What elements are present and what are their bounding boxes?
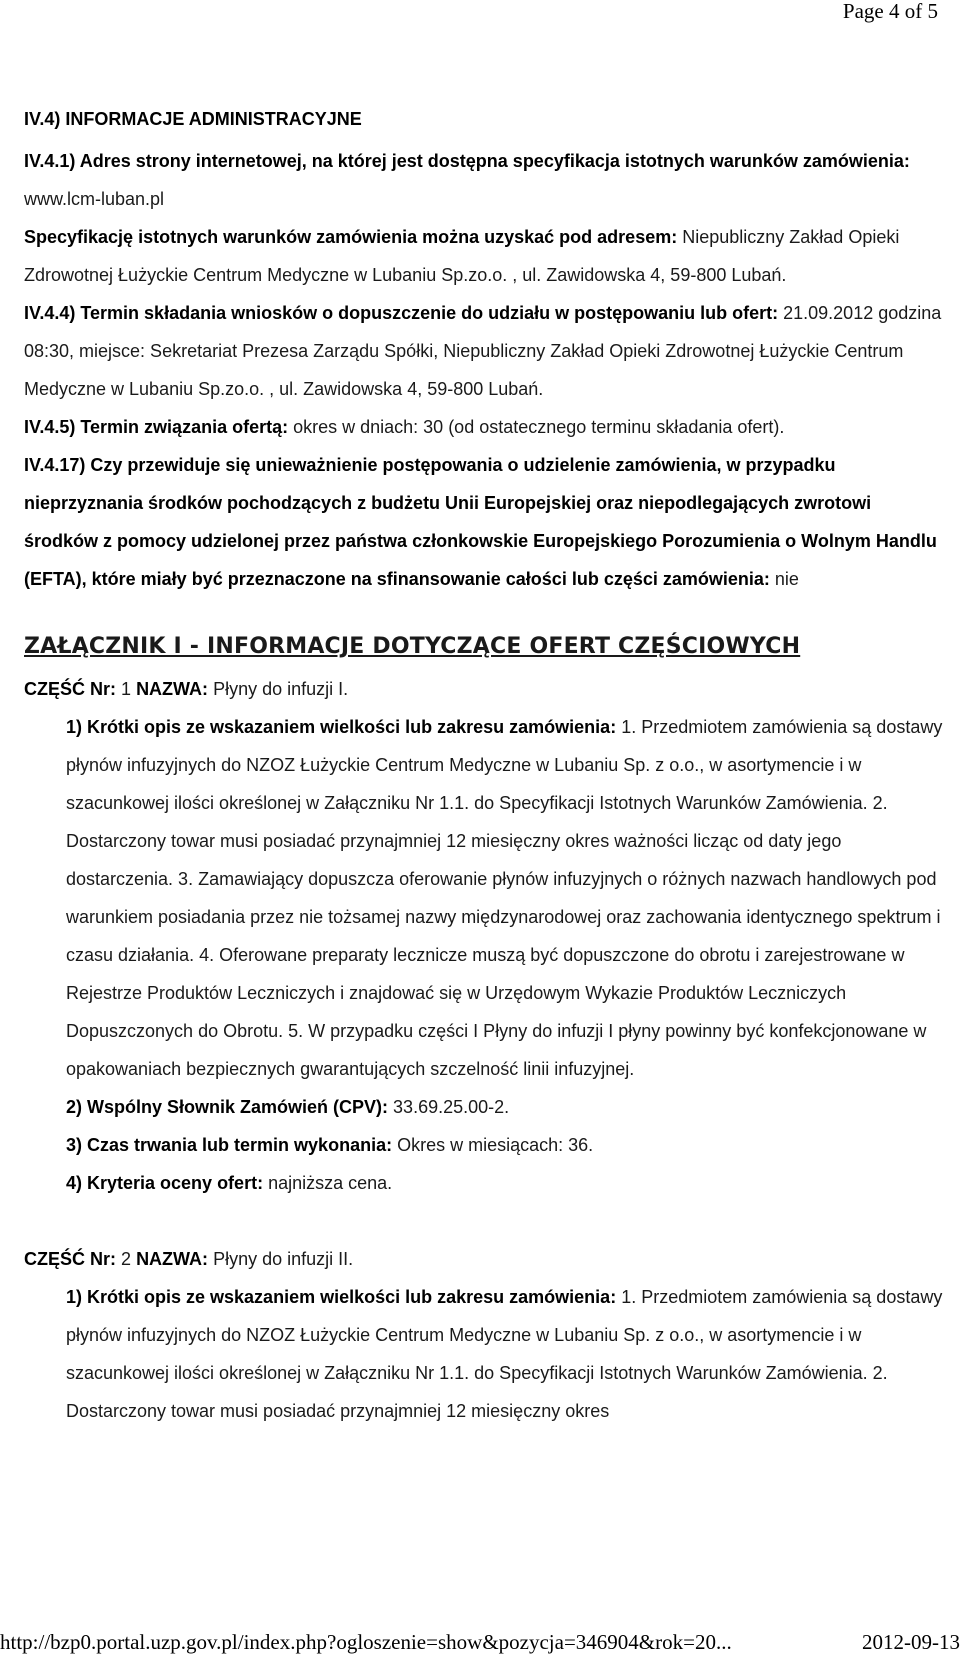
section-eu-funds: [24, 446, 944, 598]
part-1-cpv: [66, 1088, 944, 1126]
part-nr-label: CZĘŚĆ Nr:: [24, 1249, 117, 1269]
section-eu-value: nie: [774, 569, 799, 589]
page-number: Page 4 of 5: [842, 0, 938, 23]
footer-date: 2012-09-13: [862, 1630, 960, 1654]
cpv-value: 33.69.25.00-2.: [393, 1097, 510, 1117]
cpv-label: 2) Wspólny Słownik Zamówień (CPV):: [66, 1097, 389, 1117]
part-name-label: NAZWA:: [136, 679, 209, 699]
part-name: Płyny do infuzji II.: [213, 1249, 354, 1269]
notice-body: [24, 100, 944, 1430]
part-2-details: [66, 1278, 944, 1430]
section-admin-heading: IV.4) INFORMACJE ADMINISTRACYJNE: [24, 109, 362, 129]
description-label: 1) Krótki opis ze wskazaniem wielkości lub zakresu zamówienia:: [66, 717, 617, 737]
spec-value: Niepubliczny Zakład Opieki Zdrowotnej Łużyckie Centrum Medyczne w Lubaniu Sp.zo.o. , ul. Zawidowska 4, 59-800 Lubań.: [24, 227, 900, 285]
description-text: 1. Przedmiotem zamówienia są dostawy płynów infuzyjnych do NZOZ Łużyckie Centrum Medyczne w Lubaniu Sp. z o.o., w asortymencie i w szacunkowej ilości określonej w Załączniku Nr 1.1. do Specyfikacji Istotnych Warunków Zamówienia. 2. Dostarczony towar musi posiadać przynajmniej 12 miesięczny okres: [66, 1287, 943, 1421]
footer-url: http://bzp0.portal.uzp.gov.pl/index.php?ogloszenie=show&pozycja=346904&rok=20...: [0, 1630, 732, 1654]
part-name-label: NAZWA:: [136, 1249, 209, 1269]
section-binding-label: IV.4.5) Termin związania ofertą:: [24, 417, 289, 437]
section-deadline: [24, 294, 944, 408]
part-nr: 1: [121, 679, 132, 699]
part-1-header: [24, 670, 944, 708]
part-nr: 2: [121, 1249, 132, 1269]
section-deadline-value: 21.09.2012 godzina 08:30, miejsce: Sekretariat Prezesa Zarządu Spółki, Niepubliczny Zakład Opieki Zdrowotnej Łużyckie Centrum Medyczne w Lubaniu Sp.zo.o. , ul. Zawidowska 4, 59-800 Lubań.: [24, 303, 942, 399]
part-name: Płyny do infuzji I.: [213, 679, 349, 699]
section-binding-value: okres w dniach: 30 (od ostatecznego terminu składania ofert).: [293, 417, 785, 437]
duration-value: Okres w miesiącach: 36.: [397, 1135, 594, 1155]
annex-title: ZAŁĄCZNIK I - INFORMACJE DOTYCZĄCE OFERT CZĘŚCIOWYCH: [24, 634, 801, 659]
criteria-value: najniższa cena.: [268, 1173, 393, 1193]
section-deadline-label: IV.4.4) Termin składania wniosków o dopuszczenie do udziału w postępowaniu lub ofert:: [24, 303, 779, 323]
section-binding: [24, 408, 944, 446]
section-address-value: www.lcm-luban.pl: [24, 189, 165, 209]
part-1-duration: [66, 1126, 944, 1164]
description-text: 1. Przedmiotem zamówienia są dostawy płynów infuzyjnych do NZOZ Łużyckie Centrum Medyczne w Lubaniu Sp. z o.o., w asortymencie i w szacunkowej ilości określonej w Załączniku Nr 1.1. do Specyfikacji Istotnych Warunków Zamówienia. 2. Dostarczony towar musi posiadać przynajmniej 12 miesięczny okres ważności licząc od daty jego dostarczenia. 3. Zamawiający dopuszcza oferowanie płynów infuzyjnych o różnych nazwach handlowych pod warunkiem posiadania przez nie tożsamej nazwy międzynarodowej oraz zachowania identycznego spektrum i czasu działania. 4. Oferowane preparaty lecznicze muszą być dopuszczone do obrotu i zarejestrowane w Rejestrze Produktów Leczniczych i znajdować się w Urzędowym Wykazie Produktów Leczniczych Dopuszczonych do Obrotu. 5. W przypadku części I Płyny do infuzji I płyny powinny być konfekcjonowane w opakowaniach bezpiecznych gwarantujących szczelność linii infuzyjnej.: [66, 717, 943, 1079]
part-2-header: [24, 1240, 944, 1278]
part-1-criteria: [66, 1164, 944, 1202]
part-2-description: [66, 1278, 944, 1430]
description-label: 1) Krótki opis ze wskazaniem wielkości lub zakresu zamówienia:: [66, 1287, 617, 1307]
part-nr-label: CZĘŚĆ Nr:: [24, 679, 117, 699]
section-address-label: IV.4.1) Adres strony internetowej, na której jest dostępna specyfikacja istotnych warunków zamówienia:: [24, 151, 910, 171]
section-eu-label: IV.4.17) Czy przewiduje się unieważnienie postępowania o udzielenie zamówienia, w przypadku nieprzyznania środków pochodzących z budżetu Unii Europejskiej oraz niepodlegających zwrotowi środków z pomocy udzielonej przez państwa członkowskie Europejskiego Porozumienia o Wolnym Handlu (EFTA), które miały być przeznaczone na sfinansowanie całości lub części zamówienia:: [24, 455, 937, 589]
criteria-label: 4) Kryteria oceny ofert:: [66, 1173, 264, 1193]
section-address: [24, 142, 944, 218]
spec-availability: [24, 218, 944, 294]
spec-label: Specyfikację istotnych warunków zamówienia można uzyskać pod adresem:: [24, 227, 678, 247]
duration-label: 3) Czas trwania lub termin wykonania:: [66, 1135, 393, 1155]
part-1-description: [66, 708, 944, 1088]
part-1-details: [66, 708, 944, 1202]
